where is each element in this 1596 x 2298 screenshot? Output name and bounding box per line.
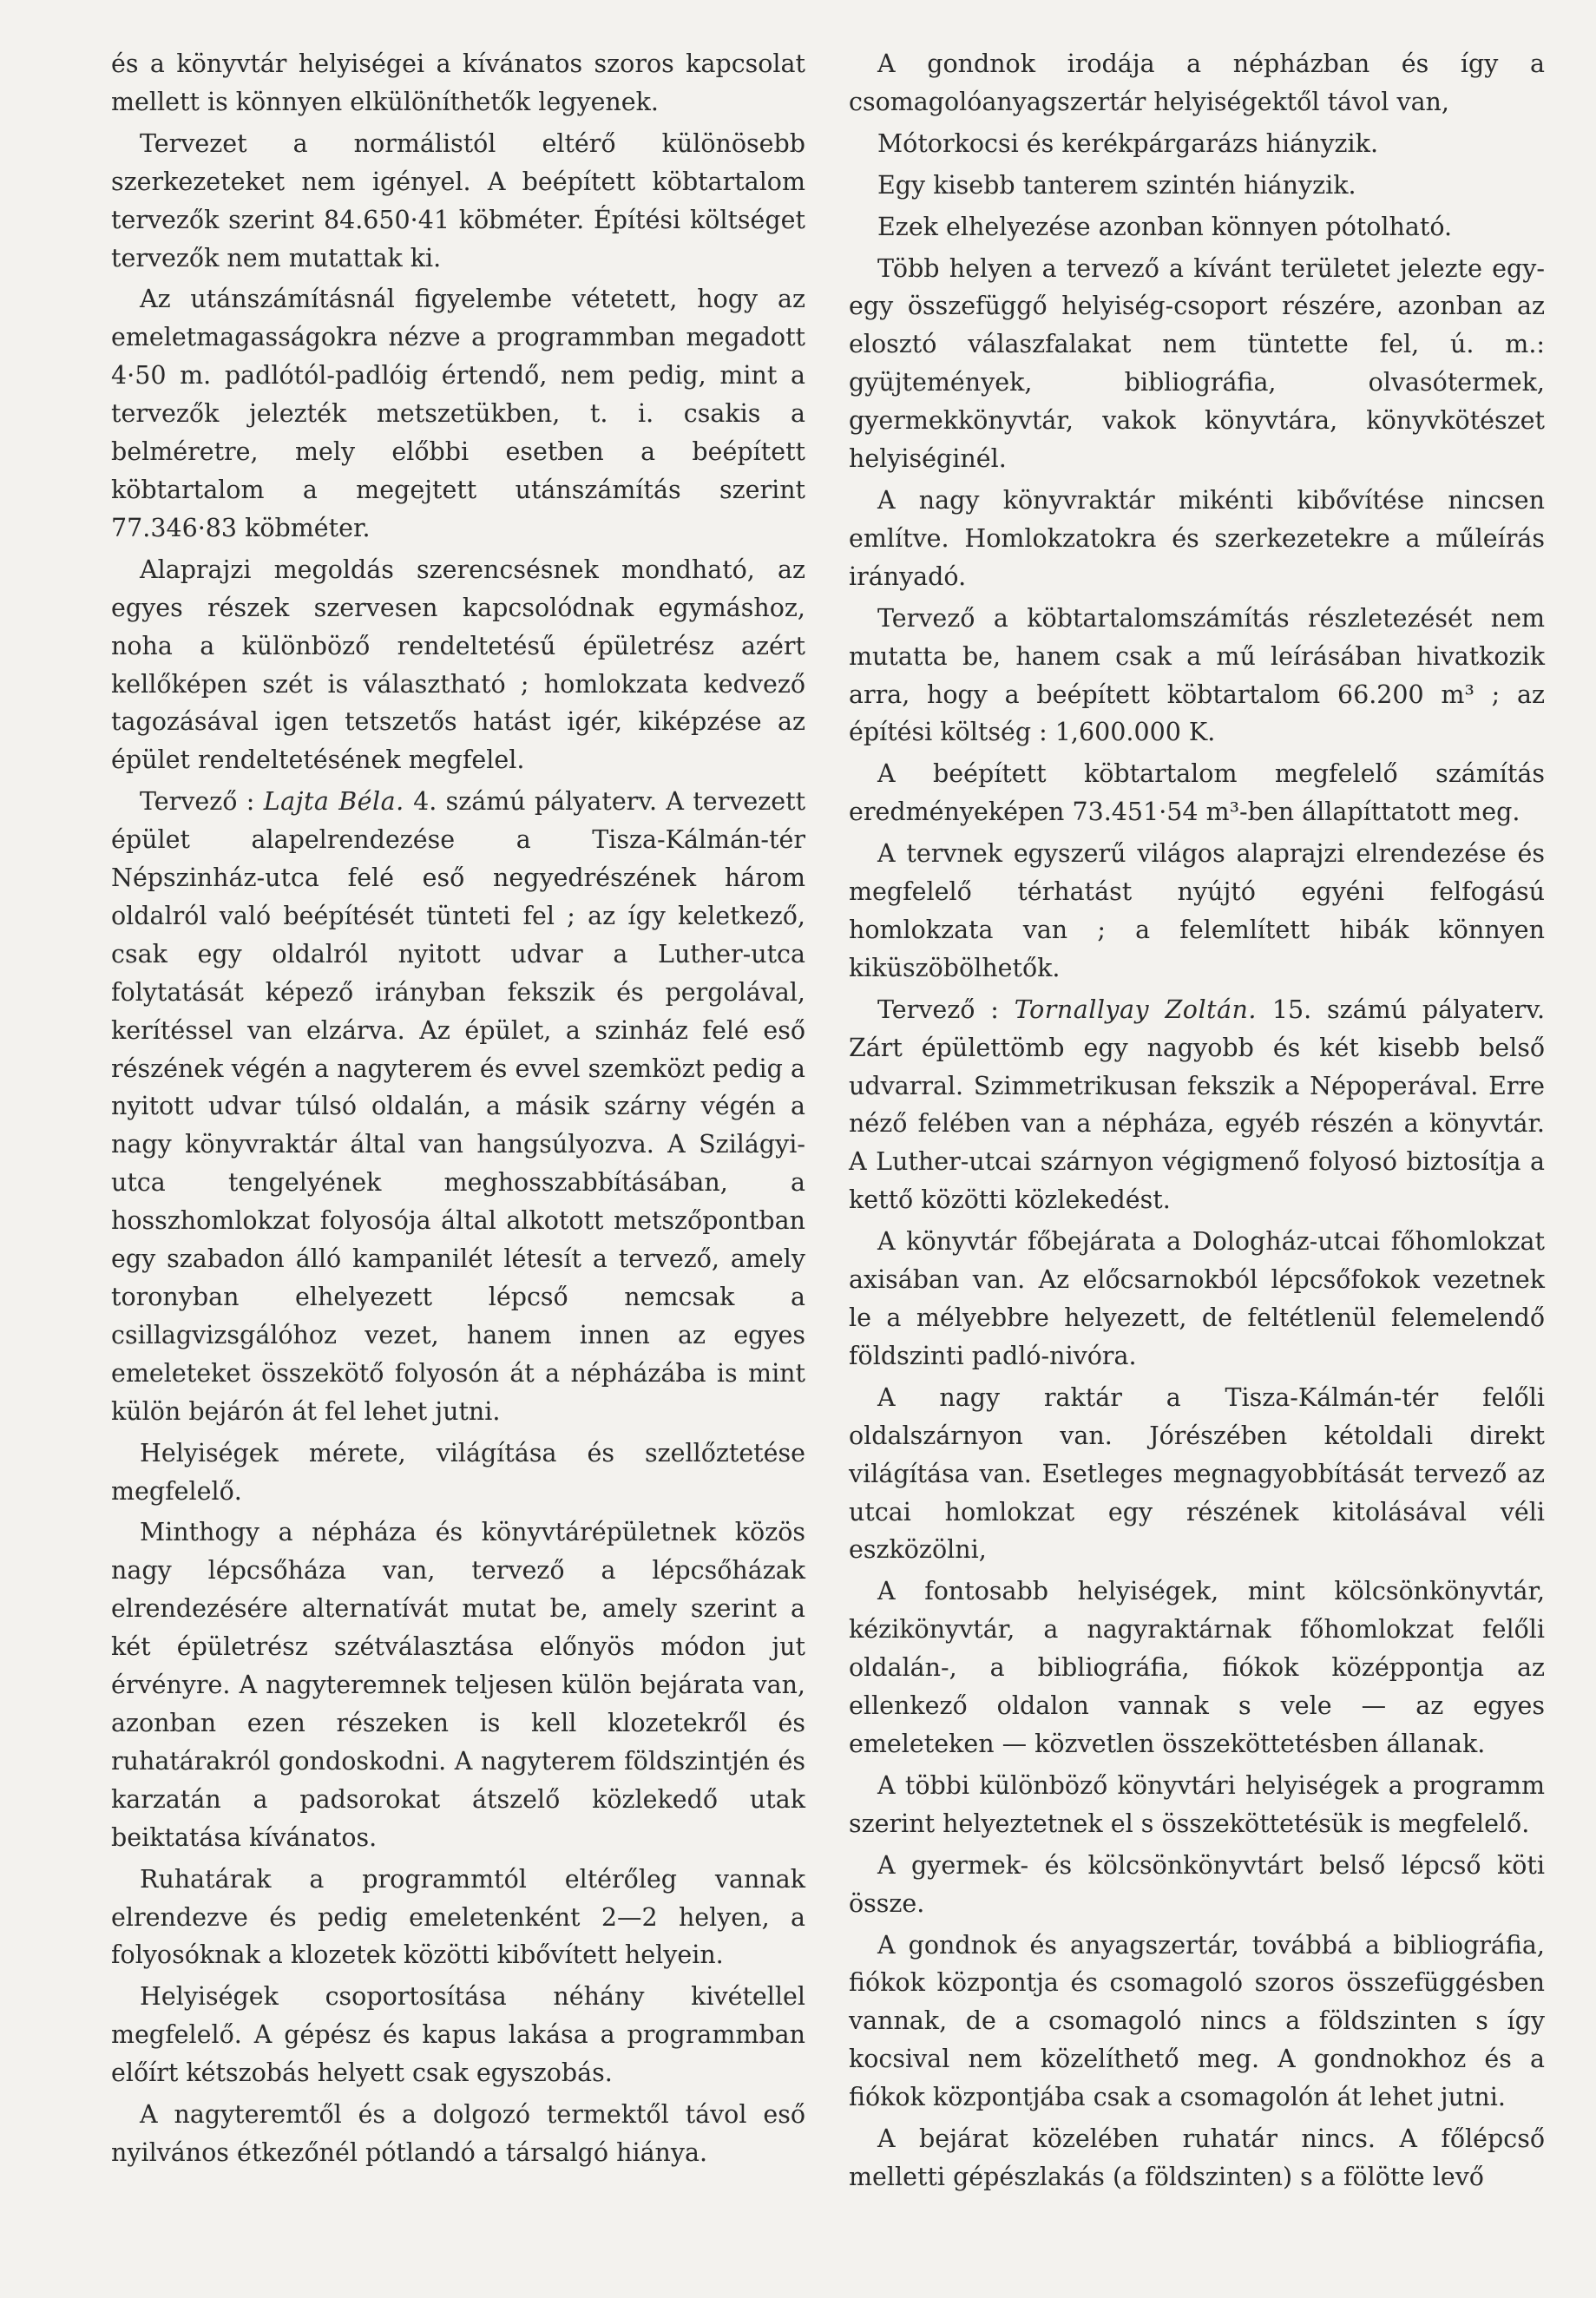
paragraph: Ruhatárak a programmtól eltérőleg vannak elrendezve és pedig emeletenként 2—2 helyen, a folyosóknak a klozetek közötti kibővített helyein. [111,1864,805,1970]
paragraph: A nagy könyvraktár mikénti kibővítése nincsen említve. Homlokzatokra és szerkezetekre a műleírás irányadó. [849,485,1545,591]
paragraph: A könyvtár főbejárata a Dologház-utcai főhomlokzat axisában van. Az előcsarnokból lépcsőfokok vezetnek le a mélyebbre helyezett, de feltétlenül felemelendő földszinti padló-nivóra. [849,1227,1545,1370]
paragraph-plan-4 [111,783,805,1430]
paragraph: Egy kisebb tanterem szintén hiányzik. [877,170,1356,200]
paragraph-text: 15. számú pályaterv. Zárt épülettömb egy nagyobb és két kisebb belső udvarral. Szimmetrikusan fekszik a Népoperával. Erre néző felében van a népháza, egyéb részén a könyvtár. A Luther-utcai szárnyon végigmenő folyosó biztosítja a kettő közötti közlekedést. [849,995,1546,1215]
paragraph: A nagyteremtől és a dolgozó termektől távol eső nyilvános étkezőnél pótlandó a társalgó hiánya. [111,2100,805,2167]
paragraph: Helyiségek csoportosítása néhány kivétellel megfelelő. A gépész és kapus lakása a programmban előírt kétszobás helyett csak egyszobás. [111,1982,805,2088]
paragraph: Tervezet a normálistól eltérő különösebb szerkezeteket nem igényel. A beépített köbtartalom tervezők szerint 84.650·41 köbméter. Építési költséget tervezők nem mutattak ki. [111,128,805,272]
designer-name: Tornallyay Zoltán. [1014,995,1257,1024]
right-column [849,45,1545,2200]
paragraph-plan-15 [849,991,1545,1219]
paragraph: Tervező a köbtartalomszámítás részletezését nem mutatta be, hanem csak a mű leírásában hivatkozik arra, hogy a beépített köbtartalom 66.200 m³ ; az építési költség : 1,600.000 K. [849,603,1545,747]
paragraph: A tervnek egyszerű világos alaprajzi elrendezése és megfelelő térhatást nyújtó egyéni felfogású homlokzata van ; a felemlített hibák könnyen kiküszöbölhetők. [849,839,1545,982]
paragraph: Helyiségek mérete, világítása és szellőztetése megfelelő. [111,1438,805,1506]
designer-label: Tervező : [140,787,255,817]
paragraph: A nagy raktár a Tisza-Kálmán-tér felőli oldalszárnyon van. Jórészében kétoldali direkt világítása van. Esetleges megnagyobbítását tervező az utcai homlokzat egy részének kitolásával véli eszközölni, [849,1382,1545,1565]
paragraph: Mótorkocsi és kerékpárgarázs hiányzik. [877,128,1378,158]
designer-label: Tervező : [877,995,999,1024]
paragraph: Alaprajzi megoldás szerencsésnek mondható, az egyes részek szervesen kapcsolódnak egymáshoz, noha a különböző rendeltetésű épületrész azért kellőképen szét is választható ; homlokzata kedvező tagozásával igen tetszetős hatást igér, kiképzése az épület rendeltetésének megfelel. [111,555,805,775]
paragraph: Minthogy a népháza és könyvtárépületnek közös nagy lépcsőháza van, tervező a lépcsőházak elrendezésére alternatívát mutat be, amely szerint a két épületrész szétválasztása előnyös módon jut érvényre. A nagyteremnek teljesen külön bejárata van, azonban ezen részeken is kell klozetekről és ruhatárakról gondoskodni. A nagyterem földszintjén és karzatán a padsorokat átszelő közlekedő utak beiktatása kívánatos. [111,1518,805,1852]
paragraph-text: 4. számú pályaterv. A tervezett épület alapelrendezése a Tisza-Kálmán-tér Népszinház-utca felé eső negyedrészének három oldalról való beépítését tünteti fel ; az így keletkező, csak egy oldalról nyitott udvar a Luther-utca folytatását képező irányban fekszik és pergolával, kerítéssel van elzárva. Az épület, a szinház felé eső részének végén a nagyterem és evvel szemközt pedig a nyitott udvar túlsó oldalán, a másik szárny végén a nagy könyvraktár által van hangsúlyozva. A Szilágyi-utca tengelyének meghosszabbításában, a hosszhomlokzat folyosója által alkotott metszőpontban egy szabadon álló kampanilét létesít a tervező, amely toronyban elhelyezett lépcső nemcsak a csillagvizsgálóhoz vezet, hanem innen az egyes emeleteket összekötő folyosón át a népházába is mint külön bejárón át fel lehet jutni. [111,787,806,1426]
paragraph: A többi különböző könyvtári helyiségek a programm szerint helyeztetnek el s összeköttetésük is megfelelő. [849,1770,1545,1838]
paragraph: Ezek elhelyezése azonban könnyen pótolható. [877,212,1453,241]
paragraph: Több helyen a tervező a kívánt területet jelezte egy-egy összefüggő helyiség-csoport részére, azonban az elosztó válaszfalakat nem tüntette fel, ú. m.: gyüjtemények, bibliográfia, olvasótermek, gyermekkönyvtár, vakok könyvtára, könyvkötészet helyiséginél. [849,253,1545,474]
paragraph: és a könyvtár helyiségei a kívánatos szoros kapcsolat mellett is könnyen elkülöníthetők legyenek. [111,49,805,116]
paragraph: A gyermek- és kölcsönkönyvtárt belső lépcső köti össze. [849,1850,1545,1918]
paragraph: A gondnok irodája a népházban és így a csomagolóanyagszertár helyiségektől távol van, [849,49,1545,116]
left-column [111,45,805,2176]
paragraph: A fontosabb helyiségek, mint kölcsönkönyvtár, kézikönyvtár, a nagyraktárnak főhomlokzat felőli oldalán-, a bibliográfia, fiókok középpontja az ellenkező oldalon vannak s vele — az egyes emeleteken — közvetlen összeköttetésben állanak. [849,1577,1545,1758]
paragraph: Az utánszámításnál figyelembe vétetett, hogy az emeletmagasságokra nézve a programmban megadott 4·50 m. padlótól-padlóig értendő, nem pedig, mint a tervezők jelezték metszetükben, t. i. csakis a belméretre, mely előbbi esetben a beépített köbtartalom a megejtett utánszámítás szerint 77.346·83 köbméter. [111,285,805,542]
paragraph: A bejárat közelében ruhatár nincs. A főlépcső melletti gépészlakás (a földszinten) s a fölötte levő [849,2124,1545,2191]
designer-name: Lajta Béla. [263,787,404,817]
paragraph: A beépített köbtartalom megfelelő számítás eredményeképen 73.451·54 m³-ben állapíttatott meg. [849,759,1545,827]
paragraph: A gondnok és anyagszertár, továbbá a bibliográfia, fiókok központja és csomagoló szoros összefüggésben vannak, de a csomagoló nincs a földszinten s így kocsival nem közelíthető meg. A gondnokhoz és a fiókok központjába csak a csomagolón át lehet jutni. [849,1930,1545,2112]
